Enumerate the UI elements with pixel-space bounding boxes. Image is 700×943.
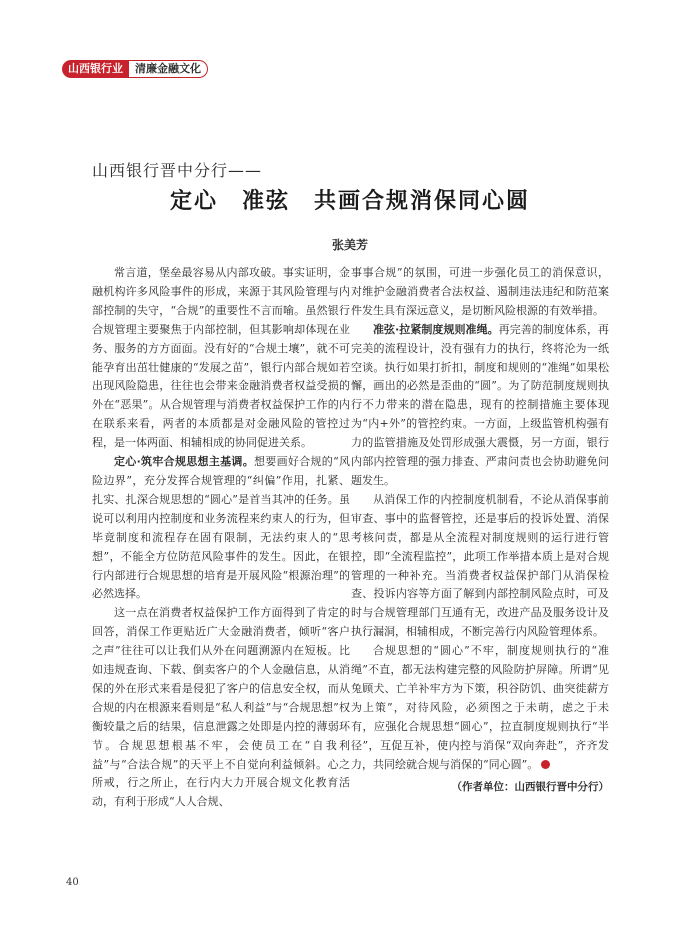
end-mark-icon — [541, 760, 550, 769]
page-number: 40 — [66, 877, 79, 888]
paragraph-text: 想要画好合规的“风险边界”，充分发挥合规管理的“纠偏”作用，扎紧、扎实、扎深合规思想的“圆心”是首当其冲的任务。虽说可以利用内控制度和业务流程来约束人的行为，但毕竟制度和流程存在固有限制，无法约束人的“思想”，不能全方位防范风险事件的发生。因此，在银行内部进行合规思想的培育是开展风险“根源治理”的必然选择。 — [92, 455, 350, 601]
paragraph-text: 再完善的制度体系，再完美的流程设计，没有强有力的执行，终将沦为一纸空谈。执行如果打折扣，制度和规则的“准绳”如果松懈，画出的必然是歪曲的“圆”。为了防范制度规则执行不力带来的潜在隐患，现有的控制措施主要体现为“内+外”的管控约束。一方面，上级监管机构强有力的监管措施及处罚形成强大震慑，另一方面，银行内部内控管理的强力排查、严肃问责也会协助避免问题发生。 — [351, 322, 610, 487]
paragraph: 从消保工作的内控制度机制看，不论从消保事前审查、事中的监督管控，还是事后的投诉处置、消保考核问责，都是从全流程对制度规则的运行进行管控，即“全流程监控”，此项工作举措本质上是对合规管理的一种补充。当消费者权益保护部门从消保检查、投诉内容等方面了解到内部控制风险点时，可及时与合规管理部门互通有无，改进产品及服务设计及执行漏洞，相辅相成，不断完善行内风险管理体系。 — [351, 492, 609, 639]
paragraph — [92, 453, 350, 604]
column-tag-secondary: 清廉金融文化 — [129, 60, 208, 78]
paragraph: 这一点在消费者权益保护工作方面得到了肯定的回答，消保工作更贴近广大金融消费者，倾听“客户之声”往往可以让我们从外在问题溯源内在短板。比如违规查询、下载、倒卖客户的个人金融信息，从消保的外在形式来看是侵犯了客户的信息安全权，而从合规的内在根源来看则是“私人利益”与“合规思想”权衡较量之后的结果，信息泄露之处即是内控的薄弱环节。合规思想根基不牢，会使员工在“自我利益”与“合法合规”的天平上不自觉向利益倾斜。心之所戒，行之所止，在行内大力开展合规文化教育活动，有利于形成“人人合规、 — [92, 606, 350, 809]
paragraph — [351, 321, 609, 491]
section-heading: 准弦·拉紧制度规则准绳。 — [373, 322, 499, 336]
column-tag — [62, 60, 208, 78]
article-author: 张美芳 — [331, 238, 368, 252]
paragraph-text: 合规思想的“圆心”不牢，制度规则执行的“准绳”不直，都无法构建完整的风险防护屏障。所谓“见兔顾犬、亡羊补牢方为下策，积谷防饥、曲突徙薪方为上策”，对待风险，必须图之于未萌，虑之于未有，应强化合规思想“圆心”，拉直制度规则执行“半径”，互促互补，使内控与消保“双向奔赴”，齐齐发力，共同绘就合规与消保的“同心圆”。 — [351, 644, 609, 771]
right-column — [351, 264, 609, 797]
article-title: 定心 准弦 共画合规消保同心圆 — [169, 188, 530, 214]
left-column — [92, 264, 350, 812]
paragraph: 常言道，堡垒最容易从内部攻破。事实证明，金融机构许多风险事件的形成，来源于其风险管理与内部控制的失守，“合规”的重要性不言而喻。虽然银行合规管理主要聚焦于内部控制，但其影响却体现在业务、服务的方方面面。没有好的“合规土壤”，就不可能孕育出茁壮健康的“发展之苗”，银行内部合规如若出现风险隐患，往往也会带来金融消费者权益受损的外在“恶果”。从合规管理与消费者权益保护工作的内在联系来看，两者的本质都是对金融风险的管控过程，是一体两面、相辅相成的协同促进关系。 — [92, 266, 350, 450]
paragraph: 事事合规”的氛围，可进一步强化员工的消保意识，对维护金融消费者合法权益、遏制违法违纪和防范案件发生具有深远意义，是切断风险根源的有效举措。 — [351, 266, 609, 317]
paragraph — [351, 642, 609, 774]
author-affiliation: （作者单位：山西银行晋中分行） — [451, 781, 609, 794]
section-heading: 定心·筑牢合规思想主基调。 — [114, 455, 255, 469]
column-tag-primary: 山西银行业 — [62, 60, 129, 78]
article-subtitle: 山西银行晋中分行—— — [92, 161, 263, 180]
